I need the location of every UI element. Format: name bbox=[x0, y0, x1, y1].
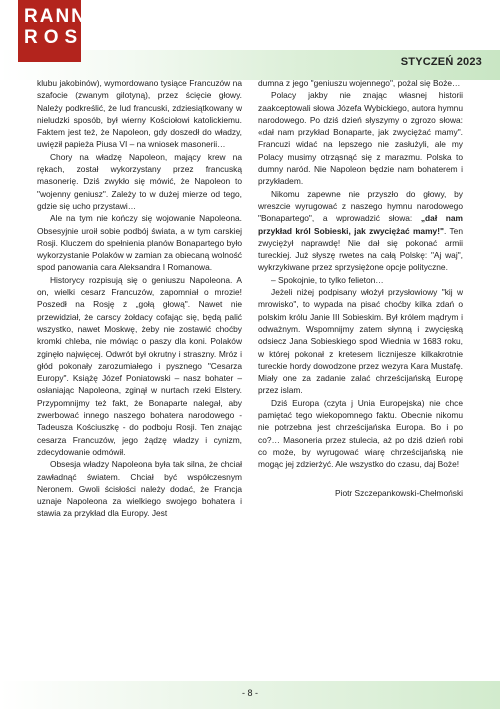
paragraph: dumna z jego "geniuszu wojennego", pożal się Boże… bbox=[258, 78, 461, 88]
bold-quote: „dał nam przykład król Sobieski, jak zwyciężać mamy!" bbox=[258, 213, 463, 236]
magazine-logo bbox=[18, 0, 103, 62]
paragraph: Jeżeli niżej podpisany włożył przysłowiowy "kij w mrowisko", to wypada na pisać choćby kilka zdań o polskim królu Janie III Sobieskim. Był królem mądrym i odważnym. Wspomnijmy zatem słynną i zwycięską odsiecz Jana Sobieskiego spod Wiednia w 1683 roku, w której pokonał z kretesem licznijesze kilkakrotnie tureckie hordy dowodzone przez wezyra Kara Mustafę. Miały one za zadanie zalać chrześcijańską Europę przez islam. bbox=[258, 287, 463, 396]
paragraph: Dziś Europa (czyta j Unia Europejska) nie chce pamiętać tego wiekopomnego faktu. Obecnie nikomu nie potrzebna jest chrześcijańska Europa. Bo i po co?… Masoneria przez stulecia, aż po dziś dzień robi co może, by wyrugować wiarę chrześcijańską nie mogąc jej zdzierżyć. Ale wszystko do czasu, daj Boże! bbox=[258, 397, 463, 470]
paragraph-text: Nikomu zapewne nie przyszło do głowy, by wreszcie wyrugować z naszego hymnu narodowego "Bonapartego", a wprowadzić słowa: bbox=[258, 188, 463, 224]
paragraph: klubu jakobinów), wymordowano tysiące Francuzów na szafocie (zwanym gilotyną), przez ścięcie głowy. Należy podkreślić, że lud francuski, zdziesiątkowany w nieludzki sposób, był wierny Kościołowi katolickiemu. Faktem jest też, że Napoleon, gdy doszedł do władzy, uwięził papieża Piusa VI – na wniosek masonerii… bbox=[37, 78, 242, 150]
left-column bbox=[37, 77, 242, 520]
paragraph: Chory na władzę Napoleon, mający krew na rękach, został wykorzystany przez francuską masonerię. Dziś zwykło się mówić, że Napoleon to "wojenny geniusz". Zależy to w dużej mierze od tego, gdzie się ucho przystawi… bbox=[37, 151, 242, 211]
issue-date: STYCZEŃ 2023 bbox=[400, 56, 482, 68]
paragraph: – Spokojnie, to tylko felieton… bbox=[271, 274, 384, 285]
paragraph bbox=[258, 188, 463, 274]
paragraph: Obsesja władzy Napoleona była tak silna, że chciał zawładnąć światem. Chciał być współczesnym Neronem. Gwoli ścisłości należy dodać, że Francja uznaje Napoleona za wielkiego swojego bohatera i stawia za przykład dla Europy. Jest bbox=[37, 459, 242, 519]
right-column bbox=[258, 77, 463, 499]
page-number: - 8 - bbox=[241, 688, 258, 698]
author-signature: Piotr Szczepankowski-Chełmoński bbox=[335, 487, 463, 498]
paragraph: Ale na tym nie kończy się wojowanie Napoleona. Obsesyjnie uroił sobie podbój świata, a w tym carskiej Rosji. Kluczem do spełnienia planów Bonapartego było wykorzystanie Polaków w zamian za obiecaną wolność spod panowania cara Aleksandra I Romanowa. bbox=[37, 213, 242, 273]
paragraph: Polacy jakby nie znając własnej historii zaakceptowali słowa Józefa Wybickiego, autora hymnu narodowego. Po dziś dzień słyszymy o zgrozo słowa: «dał nam przykład Bonaparte, jak zwyciężać mamy". Francuzi widać na lepszego nie zasłużyli, ale my Polacy musimy otrząsnąć się z marazmu. Polska to dumny naród. Nie Napoleon będzie nam bohaterem i przykładem. bbox=[258, 90, 463, 187]
paragraph: Historycy rozpisują się o geniuszu Napoleona. A on, wielki cesarz Francuzów, zapomniał o mrozie! Poszedł na Rosję z „gołą głową". Nawet nie przewidział, że carscy żołdacy cofając się, będą palić wszystko, nawet Moskwę, żeby nie zostawić choćby kromki chleba, nie mówiąc o paszy dla koni. Polaków zginęło najwięcej. Odwrót był okrutny i straszny. Mróz i głód pokonały zarozumiałego i pysznego "Cesarza Europy". Książę Józef Poniatowski – nasz bohater – osłaniając Napoleona, zginął w nurtach rzeki Elstery. Przypomnijmy też fakt, że Bonaparte nalegał, aby zwerbować innego naszego bohatera narodowego - Tadeusza Kościuszkę - do podboju Rosji. Ten znając cesarza Francuzów, jego żądzę władzy i cynizm, zdecydowanie odmówił. bbox=[37, 274, 242, 457]
paragraph-text: . Ten zwyciężył naprawdę! Nie dał się pokonać armii tureckiej. Już słyszę rwetes na całą Polskę: "Aj waj", wykrzykiwane przez sprzysiężone opcje polityczne. bbox=[258, 225, 463, 273]
logo-line-1: RANNA bbox=[24, 6, 103, 27]
logo-line-2: ROSA bbox=[24, 27, 103, 48]
